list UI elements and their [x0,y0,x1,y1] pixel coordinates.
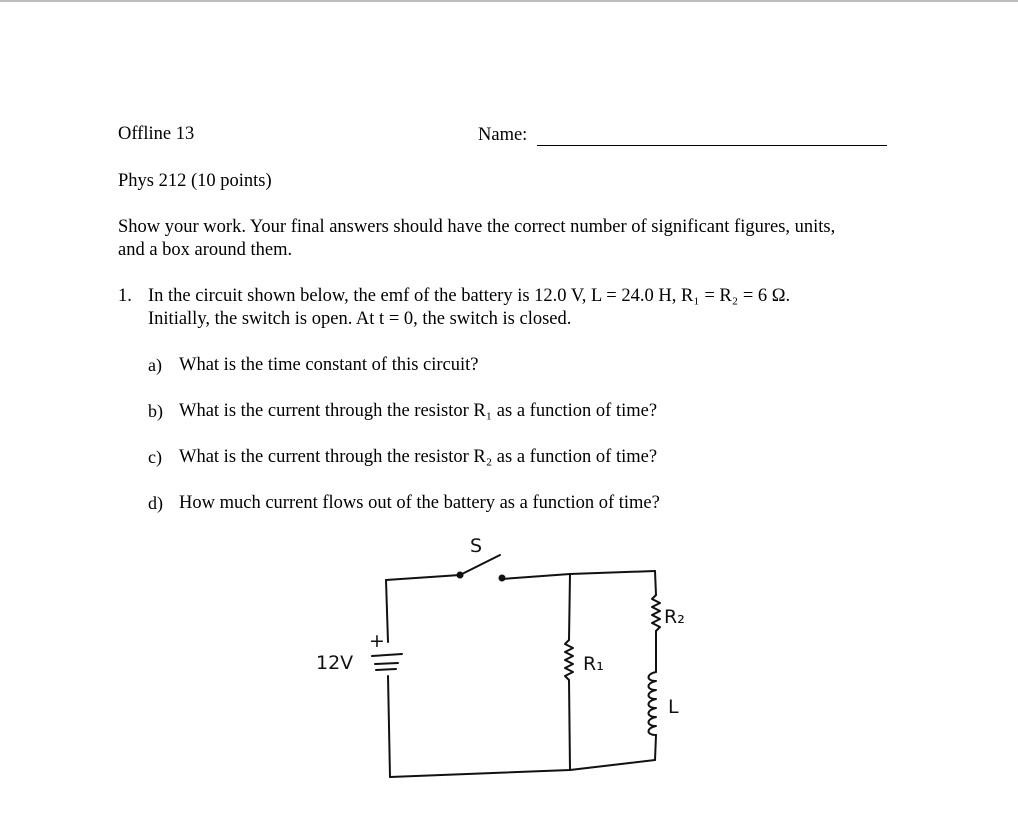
battery-short-plate-2 [376,669,396,670]
wire-l-bottom [655,735,656,760]
course-points: Phys 212 (10 points) [118,171,272,191]
question-c-label: c) [148,447,162,467]
question-c-text: What is the current through the resistor R₂ as a function of time? [179,447,658,467]
wire-left-bottom [388,676,390,777]
wire-left-top [386,580,388,642]
wire-top-right [502,571,655,579]
wire-r2-top [655,571,656,595]
r2-label: R₂ [664,606,685,628]
question-b-text: What is the current through the resistor R₁ as a function of time? [179,401,658,421]
resistor-r2-zigzag [652,595,660,631]
wire-top-left [386,575,460,580]
instructions-line-2: and a box around them. [118,240,293,260]
problem-text-line-1: In the circuit shown below, the emf of the battery is 12.0 V, L = 24.0 H, R₁ = R₂ = 6 Ω. [148,286,791,306]
inductor-coil [649,672,657,735]
question-b-label: b) [148,401,163,421]
problem-number: 1. [118,286,132,306]
battery-label: 12V [316,652,354,674]
wire-r1-top [569,574,570,640]
question-a-text: What is the time constant of this circuit? [179,355,479,375]
assignment-title: Offline 13 [118,124,195,144]
battery-long-plate [372,654,402,656]
question-d-text: How much current flows out of the battery as a function of time? [179,493,660,513]
wire-r1-bottom [569,680,570,770]
wire-bottom [390,760,655,777]
switch-contact-dot [499,575,506,582]
switch-pivot-dot [457,572,464,579]
switch-blade [460,555,500,575]
problem-text-line-2: Initially, the switch is open. At t = 0, the switch is closed. [148,309,572,329]
inductor-label: L [668,696,679,718]
r1-label: R₁ [583,653,604,675]
switch-label: S [470,535,483,557]
instructions-line-1: Show your work. Your final answers should have the correct number of significant figures, units, [118,217,836,237]
battery-short-plate [375,663,398,664]
resistor-r1-zigzag [565,640,573,680]
name-label: Name: [478,125,528,145]
question-a-label: a) [148,355,162,375]
question-d-label: d) [148,493,163,513]
battery-plus-sign: + [369,630,385,652]
